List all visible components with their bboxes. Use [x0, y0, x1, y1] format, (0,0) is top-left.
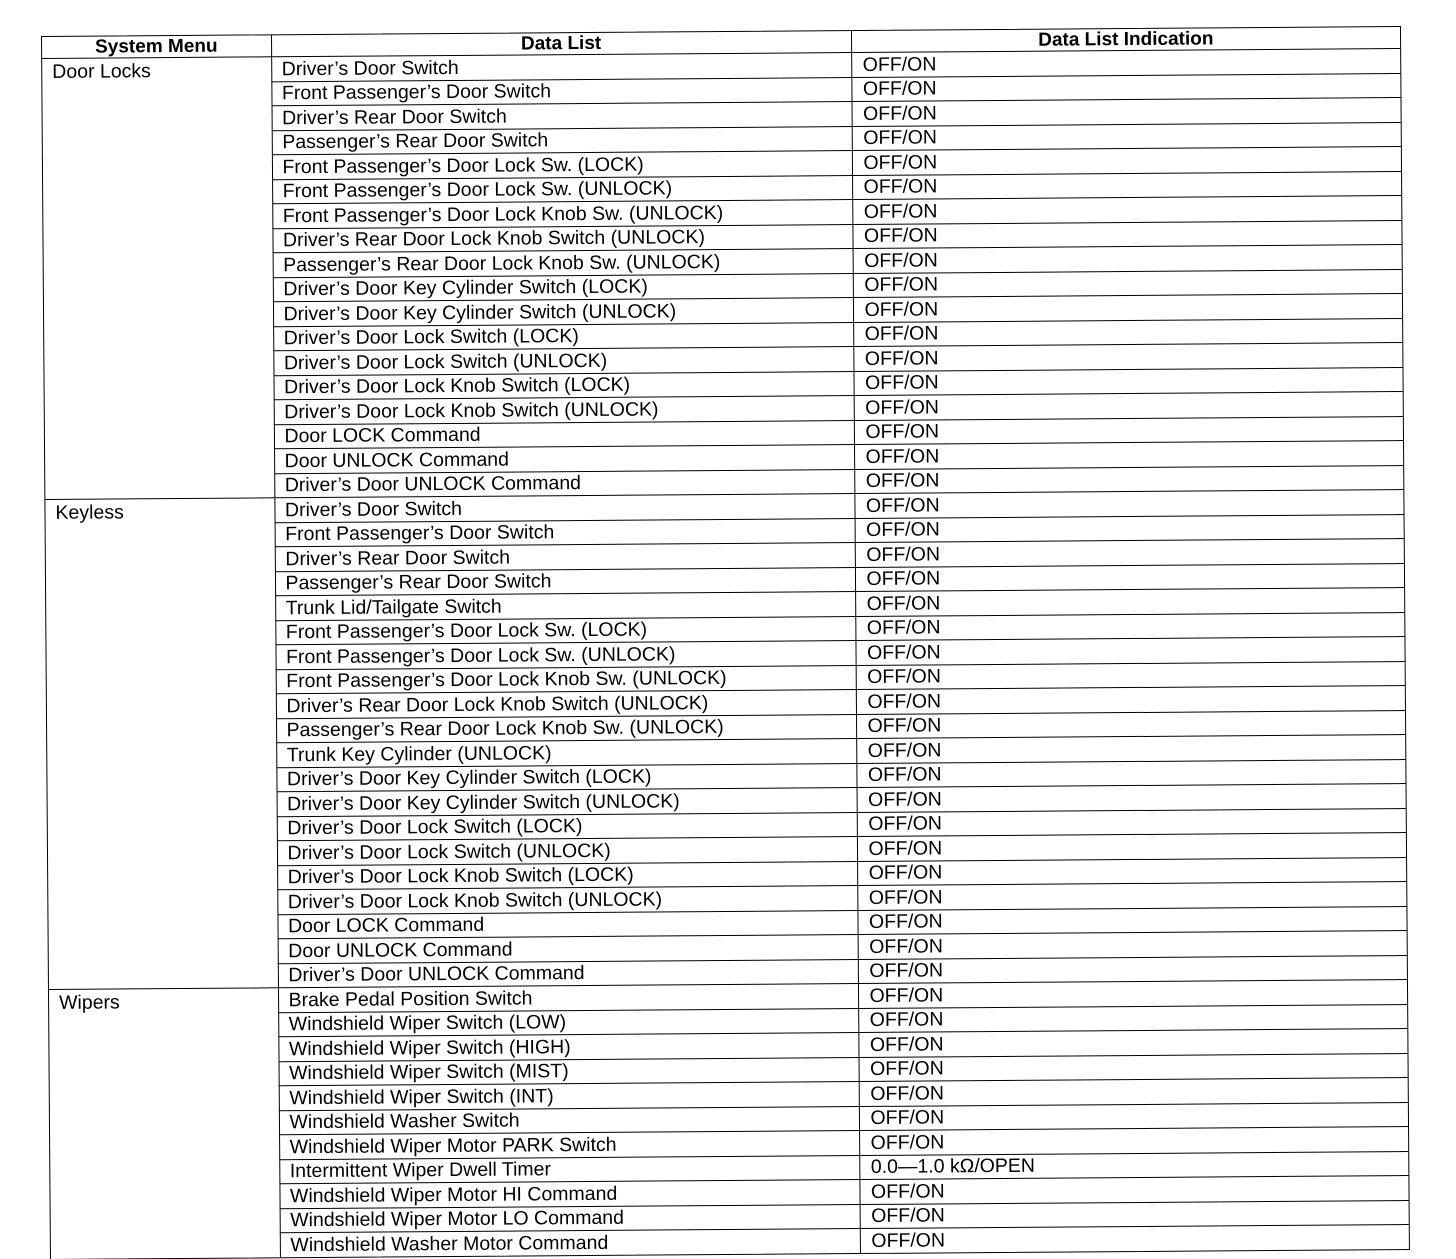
system-group-wipers [49, 980, 1409, 1259]
data-list-item: Trunk Key Cylinder (UNLOCK) [276, 739, 856, 768]
data-list-item: Windshield Wiper Switch (INT) [279, 1082, 859, 1111]
data-list-indication: OFF/ON [855, 637, 1404, 666]
data-list-item: Passenger’s Rear Door Lock Knob Sw. (UNLOCK) [273, 249, 853, 278]
data-list-indication: OFF/ON [852, 171, 1401, 200]
data-list-item: Driver’s Door Switch [271, 53, 851, 82]
data-list-indication: OFF/ON [853, 294, 1402, 323]
data-list-item: Windshield Wiper Motor LO Command [280, 1204, 860, 1233]
data-list-indication: OFF/ON [856, 661, 1405, 690]
data-list-item: Driver’s Door Switch [274, 494, 854, 523]
data-list-item: Driver’s Door Lock Knob Switch (UNLOCK) [277, 886, 857, 915]
data-list-item: Driver’s Rear Door Switch [275, 543, 855, 572]
data-list-indication: OFF/ON [859, 1102, 1408, 1131]
data-list-item: Driver’s Door Lock Switch (UNLOCK) [273, 347, 853, 376]
data-list-item: Driver’s Door Lock Knob Switch (UNLOCK) [274, 396, 854, 425]
data-list-item: Windshield Wiper Switch (HIGH) [278, 1033, 858, 1062]
data-list-indication: OFF/ON [853, 343, 1402, 372]
data-list-indication: OFF/ON [860, 1225, 1409, 1253]
data-list-indication: OFF/ON [852, 147, 1401, 176]
data-list-indication: OFF/ON [858, 955, 1407, 984]
data-list-indication: OFF/ON [859, 1078, 1408, 1107]
data-list-indication: OFF/ON [859, 1053, 1408, 1082]
data-list-item: Driver’s Door Lock Knob Switch (LOCK) [273, 371, 853, 400]
data-list-item: Door UNLOCK Command [278, 935, 858, 964]
data-list-item: Windshield Washer Switch [279, 1106, 859, 1135]
data-list-indication: OFF/ON [859, 1176, 1408, 1205]
data-list-indication: OFF/ON [857, 882, 1406, 911]
data-list-indication: OFF/ON [860, 1200, 1409, 1229]
data-list-item: Windshield Wiper Switch (MIST) [279, 1057, 859, 1086]
data-list-indication: OFF/ON [855, 588, 1404, 617]
data-list-indication: OFF/ON [851, 73, 1400, 102]
data-list-indication: OFF/ON [857, 906, 1406, 935]
data-list-item: Front Passenger’s Door Lock Sw. (UNLOCK) [272, 175, 852, 204]
data-list-item: Driver’s Door Lock Switch (LOCK) [277, 812, 857, 841]
data-list-item: Front Passenger’s Door Lock Knob Sw. (UNLOCK) [272, 200, 852, 229]
data-list-indication: OFF/ON [852, 98, 1401, 127]
data-list-indication: OFF/ON [858, 980, 1407, 1009]
data-list-indication: OFF/ON [853, 245, 1402, 274]
data-list-indication: OFF/ON [854, 441, 1403, 470]
data-list-item: Passenger’s Rear Door Switch [272, 126, 852, 155]
data-list-indication: OFF/ON [855, 539, 1404, 568]
data-list-item: Passenger’s Rear Door Switch [275, 567, 855, 596]
data-list-item: Driver’s Door Key Cylinder Switch (UNLOCK) [273, 298, 853, 327]
data-list-item: Front Passenger’s Door Lock Knob Sw. (UNLOCK) [276, 665, 856, 694]
data-list-indication: OFF/ON [851, 49, 1400, 78]
data-list-item: Driver’s Door Lock Switch (UNLOCK) [277, 837, 857, 866]
data-list-indication: OFF/ON [855, 563, 1404, 592]
data-list-item: Door UNLOCK Command [274, 445, 854, 474]
data-list-indication: OFF/ON [856, 735, 1405, 764]
data-list-table-sheet [41, 26, 1410, 1259]
data-list-indication: 0.0—1.0 kΩ/OPEN [859, 1151, 1408, 1180]
data-list-indication: OFF/ON [858, 1029, 1407, 1058]
system-menu-cell: Keyless [45, 498, 278, 990]
data-list-item: Door LOCK Command [274, 420, 854, 449]
data-list-item: Driver’s Rear Door Lock Knob Switch (UNLOCK) [272, 224, 852, 253]
system-menu-cell: Wipers [59, 991, 120, 1014]
system-group-keyless [45, 490, 1407, 990]
data-list-indication: OFF/ON [853, 367, 1402, 396]
data-list-item: Windshield Wiper Motor HI Command [279, 1180, 859, 1209]
data-list-item: Driver’s Door Key Cylinder Switch (UNLOCK) [277, 788, 857, 817]
data-list-indication: OFF/ON [857, 808, 1406, 837]
data-list-indication: OFF/ON [852, 122, 1401, 151]
data-list-indication: OFF/ON [854, 490, 1403, 519]
data-list-indication: OFF/ON [853, 269, 1402, 298]
data-list-indication: OFF/ON [854, 392, 1403, 421]
data-list-item: Windshield Wiper Switch (LOW) [278, 1008, 858, 1037]
data-list-item: Driver’s Rear Door Switch [272, 102, 852, 131]
data-list-indication: OFF/ON [852, 196, 1401, 225]
data-list-item: Driver’s Door Key Cylinder Switch (LOCK) [276, 763, 856, 792]
header-system-menu: System Menu [42, 35, 271, 58]
data-list-item: Windshield Wiper Motor PARK Switch [279, 1131, 859, 1160]
data-list-table [42, 27, 1409, 1258]
data-list-item: Front Passenger’s Door Lock Sw. (LOCK) [275, 616, 855, 645]
header-data-list: Data List [271, 31, 851, 57]
data-list-indication: OFF/ON [855, 514, 1404, 543]
data-list-indication: OFF/ON [858, 931, 1407, 960]
data-list-item: Driver’s Rear Door Lock Knob Switch (UNLOCK) [276, 690, 856, 719]
data-list-indication: OFF/ON [853, 318, 1402, 347]
data-list-item: Front Passenger’s Door Switch [275, 518, 855, 547]
system-group-door-locks [42, 49, 1403, 500]
data-list-indication: OFF/ON [856, 710, 1405, 739]
data-list-indication: OFF/ON [852, 220, 1401, 249]
data-list-indication: OFF/ON [859, 1127, 1408, 1156]
data-list-indication: OFF/ON [856, 686, 1405, 715]
data-list-indication: OFF/ON [854, 465, 1403, 494]
data-list-item: Driver’s Door UNLOCK Command [278, 959, 858, 988]
data-list-indication: OFF/ON [856, 759, 1405, 788]
data-list-item: Driver’s Door Lock Knob Switch (LOCK) [277, 861, 857, 890]
data-list-item: Driver’s Door Lock Switch (LOCK) [273, 322, 853, 351]
data-list-item: Trunk Lid/Tailgate Switch [275, 592, 855, 621]
data-list-item: Brake Pedal Position Switch [278, 984, 858, 1013]
data-list-item: Door LOCK Command [277, 910, 857, 939]
data-list-indication: OFF/ON [858, 1004, 1407, 1033]
data-list-indication: OFF/ON [854, 416, 1403, 445]
data-list-item: Driver’s Door Key Cylinder Switch (LOCK) [273, 273, 853, 302]
header-data-list-indication: Data List Indication [851, 27, 1400, 53]
data-list-item: Front Passenger’s Door Lock Sw. (UNLOCK) [275, 641, 855, 670]
data-list-indication: OFF/ON [857, 857, 1406, 886]
data-list-indication: OFF/ON [857, 784, 1406, 813]
data-list-item: Driver’s Door UNLOCK Command [274, 469, 854, 498]
data-list-indication: OFF/ON [855, 612, 1404, 641]
data-list-item: Front Passenger’s Door Switch [271, 77, 851, 106]
data-list-item: Passenger’s Rear Door Lock Knob Sw. (UNLOCK) [276, 714, 856, 743]
data-list-indication: OFF/ON [857, 833, 1406, 862]
system-menu-cell: Door Locks [42, 57, 274, 500]
data-list-item: Windshield Washer Motor Command [280, 1229, 860, 1257]
data-list-item: Intermittent Wiper Dwell Timer [279, 1155, 859, 1184]
data-list-item: Front Passenger’s Door Lock Sw. (LOCK) [272, 151, 852, 180]
